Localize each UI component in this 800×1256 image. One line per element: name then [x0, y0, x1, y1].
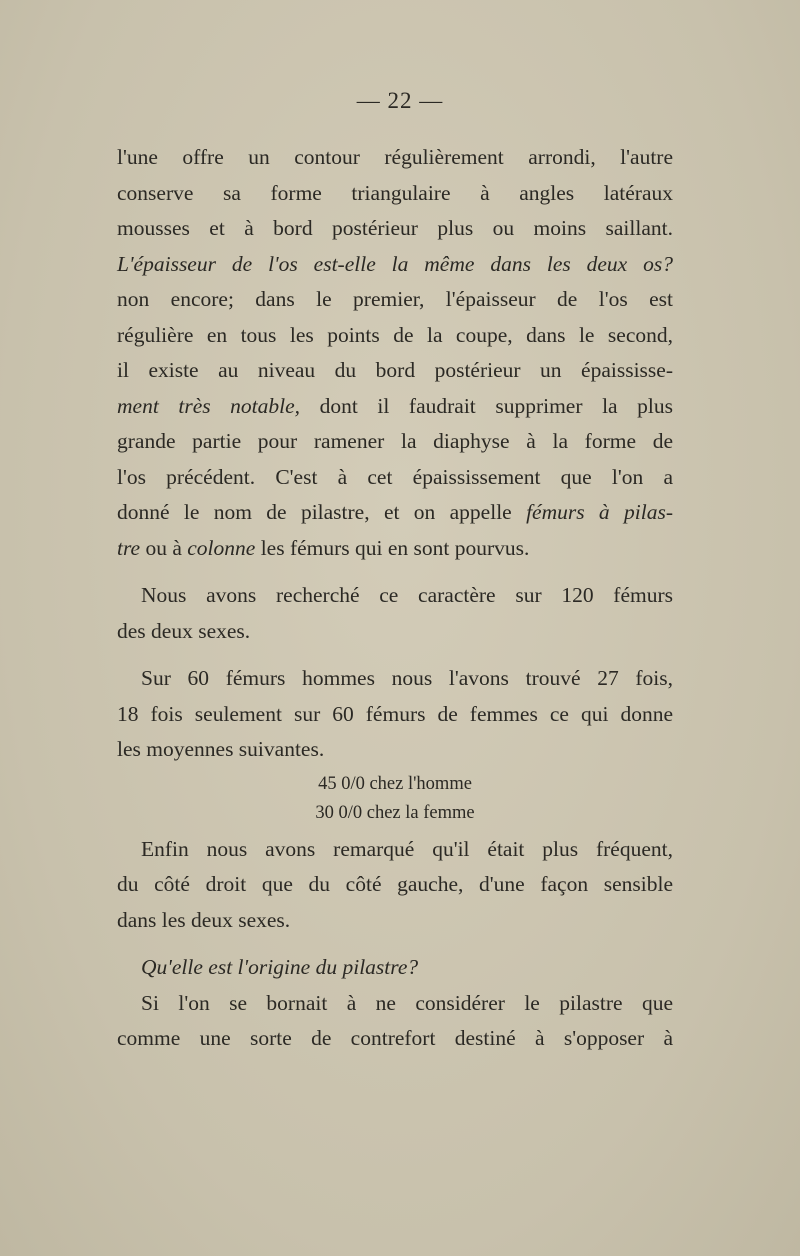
text-line: [117, 950, 673, 986]
paragraph-contrefort: [117, 986, 673, 1057]
text-line: comme une sorte de contrefort destiné à s'opposer à: [117, 1026, 673, 1050]
text-fragment: dont il faudrait supprimer la plus: [300, 393, 673, 418]
text-line: des deux sexes.: [117, 618, 251, 643]
text-line: [117, 495, 673, 531]
text-fragment: les fémurs qui en sont pourvus.: [255, 535, 530, 560]
text-line: régulière en tous les points de la coupe, dans le second,: [117, 322, 673, 347]
text-line: grande partie pour ramener la diaphyse à la forme de: [117, 429, 673, 453]
text-line: l'une offre un contour régulièrement arrondi, l'autre: [117, 145, 673, 169]
paragraph-epaisseur: [117, 247, 673, 567]
paragraph-frequence: [117, 832, 673, 939]
text-line: Enfin nous avons remarqué qu'il était plus fréquent,: [141, 836, 673, 861]
text-fragment: donné le nom de pilastre, et on appelle: [117, 500, 527, 524]
text-line: [117, 247, 673, 283]
italic-term: fémurs à pilas-: [526, 500, 673, 524]
text-line: [117, 531, 673, 567]
text-line: dans les deux sexes.: [117, 907, 291, 932]
text-line: 18 fois seulement sur 60 fémurs de femmes ce qui donne: [117, 701, 673, 726]
italic-heading: Qu'elle est l'origine du pilastre?: [141, 955, 419, 979]
page-number: — 22 —: [356, 88, 444, 113]
italic-phrase: ment très notable,: [117, 393, 301, 418]
text-line: Si l'on se bornait à ne considérer le pilastre que: [141, 990, 673, 1015]
text-fragment: ou à: [140, 535, 188, 560]
text-line: non encore; dans le premier, l'épaisseur de l'os est: [117, 287, 673, 311]
italic-term: tre: [117, 535, 141, 560]
section-question: [117, 950, 673, 986]
average-men: 45 0/0 chez l'homme: [318, 773, 472, 794]
text-line: Sur 60 fémurs hommes nous l'avons trouvé 27 fois,: [141, 666, 673, 690]
text-line: conserve sa forme triangulaire à angles latéraux: [117, 180, 673, 205]
text-line: l'os précédent. C'est à cet épaississement que l'on a: [117, 464, 673, 489]
italic-question: L'épaisseur de l'os est-elle la même dans les deux os?: [117, 251, 673, 276]
text-line: Nous avons recherché ce caractère sur 120 fémurs: [141, 583, 673, 607]
text-line: les moyennes suivantes.: [117, 737, 325, 761]
text-line: [117, 389, 673, 425]
paragraph-contour: [117, 140, 673, 247]
text-line: mousses et à bord postérieur plus ou moins saillant.: [117, 216, 673, 240]
text-line: il existe au niveau du bord postérieur un épaississe-: [117, 358, 673, 382]
paragraph-statistiques: [117, 661, 673, 768]
averages-list: [117, 770, 673, 828]
text-line: du côté droit que du côté gauche, d'une façon sensible: [117, 872, 673, 896]
average-women: 30 0/0 chez la femme: [315, 802, 475, 823]
page-body: [117, 140, 673, 1057]
paragraph-recherche: [117, 578, 673, 649]
italic-term: colonne: [187, 535, 256, 560]
